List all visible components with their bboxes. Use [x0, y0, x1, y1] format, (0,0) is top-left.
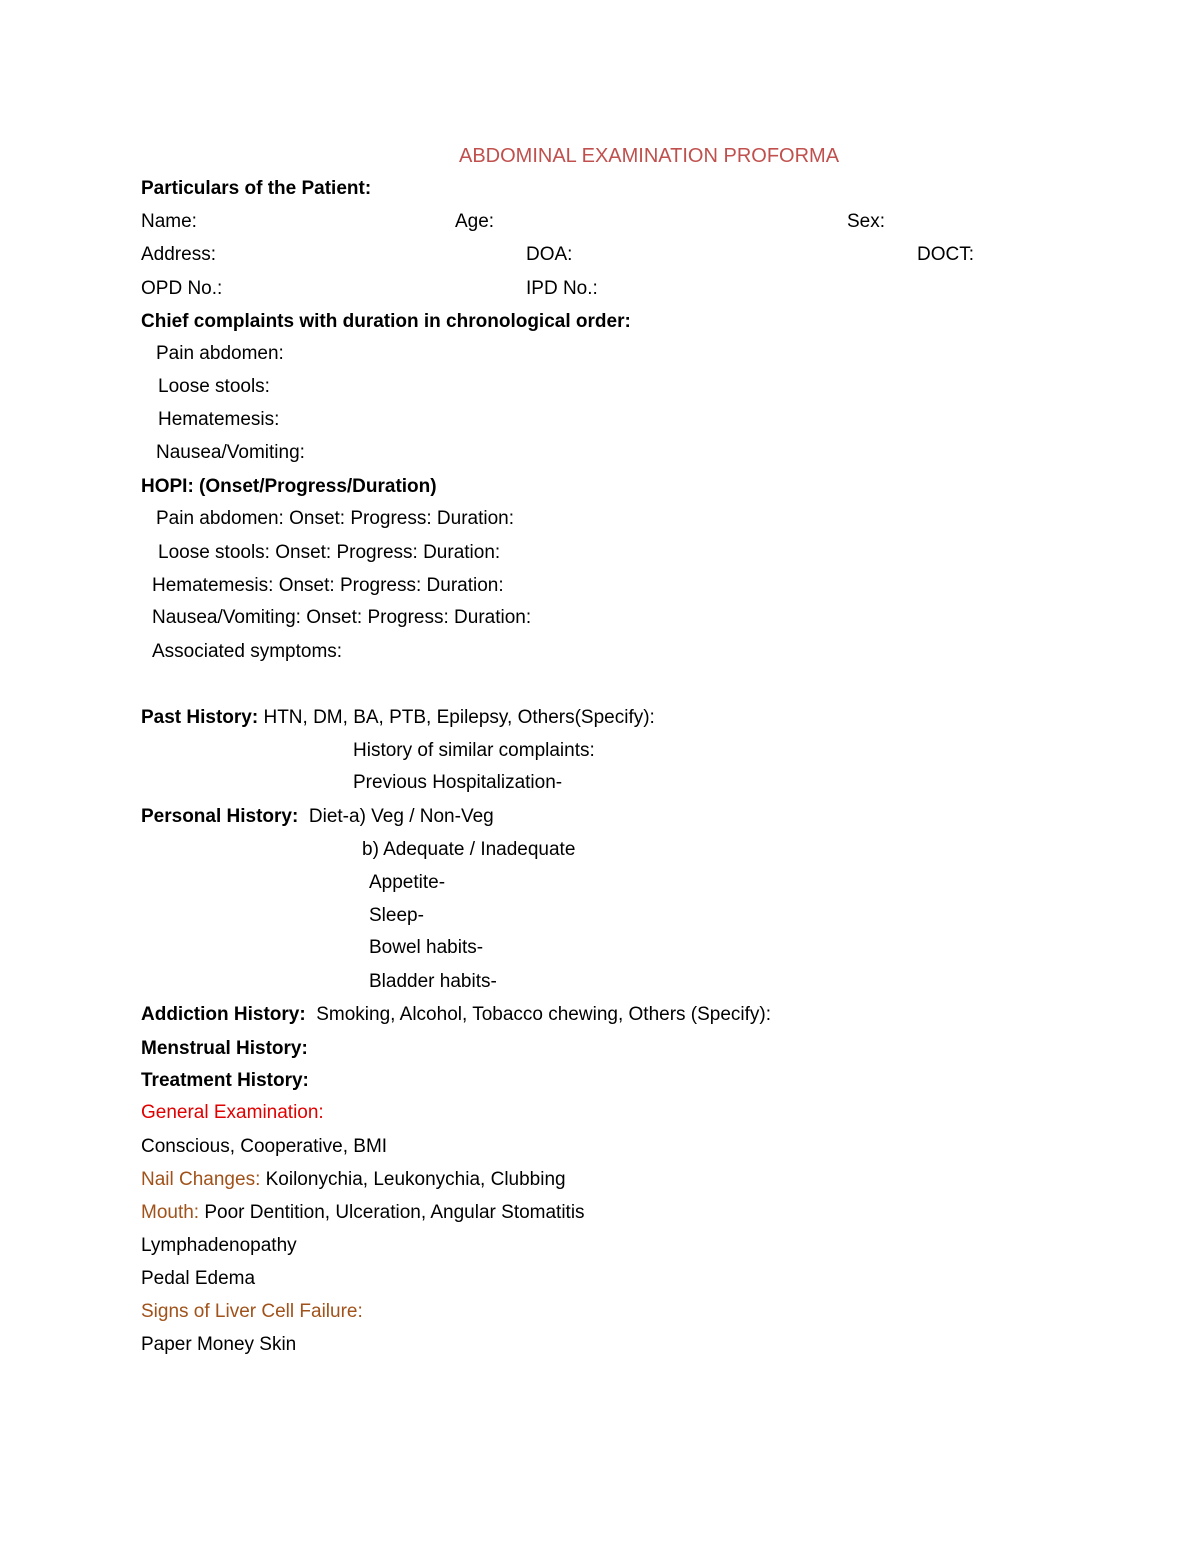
addiction-history-label: Addiction History:: [141, 1004, 306, 1025]
address-label: Address:: [141, 244, 216, 265]
doct-label: DOCT:: [917, 244, 974, 265]
complaint-item: Pain abdomen:: [156, 343, 284, 364]
conscious-line: Conscious, Cooperative, BMI: [141, 1136, 388, 1157]
mouth-line: [141, 1201, 585, 1225]
chief-complaints-heading: Chief complaints with duration in chronological order:: [141, 311, 631, 332]
ipd-label: IPD No.:: [526, 278, 598, 299]
complaint-item: Nausea/Vomiting:: [156, 442, 305, 463]
treatment-history-label: Treatment History:: [141, 1070, 309, 1091]
pedal-edema-line: Pedal Edema: [141, 1268, 256, 1289]
age-label: Age:: [455, 211, 495, 232]
hopi-item: Pain abdomen: Onset: Progress: Duration:: [156, 508, 515, 529]
lymphadenopathy-line: Lymphadenopathy: [141, 1235, 297, 1256]
personal-history-label: Personal History:: [141, 806, 299, 827]
liver-failure-heading: Signs of Liver Cell Failure:: [141, 1301, 363, 1322]
personal-history-item: Sleep-: [369, 905, 424, 926]
menstrual-history-label: Menstrual History:: [141, 1038, 308, 1059]
particulars-heading: Particulars of the Patient:: [141, 178, 372, 199]
past-history-item: Previous Hospitalization-: [353, 772, 563, 793]
addiction-history-line: [141, 1003, 771, 1027]
nail-changes-line: [141, 1168, 566, 1192]
personal-history-item: Appetite-: [369, 872, 446, 893]
hopi-item: Associated symptoms:: [152, 641, 343, 662]
complaint-item: Loose stools:: [158, 376, 270, 397]
name-label: Name:: [141, 211, 197, 232]
past-history-label: Past History:: [141, 707, 259, 728]
hopi-item: Nausea/Vomiting: Onset: Progress: Duration:: [152, 607, 532, 628]
past-history-line: [141, 706, 655, 730]
past-history-text: HTN, DM, BA, PTB, Epilepsy, Others(Specify):: [258, 707, 655, 728]
past-history-item: History of similar complaints:: [353, 740, 595, 761]
hopi-item: Loose stools: Onset: Progress: Duration:: [158, 542, 501, 563]
personal-history-item: Bladder habits-: [369, 971, 497, 992]
hopi-item: Hematemesis: Onset: Progress: Duration:: [152, 575, 504, 596]
diet-adequacy: b) Adequate / Inadequate: [362, 839, 576, 860]
general-examination-heading: General Examination:: [141, 1102, 324, 1123]
complaint-item: Hematemesis:: [158, 409, 280, 430]
personal-history-line: [141, 805, 494, 829]
personal-history-item: Bowel habits-: [369, 937, 484, 958]
opd-label: OPD No.:: [141, 278, 223, 299]
paper-money-skin-line: Paper Money Skin: [141, 1334, 297, 1355]
page-title: ABDOMINAL EXAMINATION PROFORMA: [459, 145, 840, 167]
hopi-heading: HOPI: (Onset/Progress/Duration): [141, 476, 437, 497]
mouth-text: Poor Dentition, Ulceration, Angular Stomatitis: [199, 1202, 585, 1223]
mouth-label: Mouth:: [141, 1202, 200, 1223]
doa-label: DOA:: [526, 244, 573, 265]
addiction-history-text: Smoking, Alcohol, Tobacco chewing, Others (Specify):: [305, 1004, 772, 1025]
nail-changes-text: Koilonychia, Leukonychia, Clubbing: [260, 1169, 566, 1190]
personal-history-text: Diet-a) Veg / Non-Veg: [298, 806, 494, 827]
sex-label: Sex:: [847, 211, 886, 232]
nail-changes-label: Nail Changes:: [141, 1169, 261, 1190]
